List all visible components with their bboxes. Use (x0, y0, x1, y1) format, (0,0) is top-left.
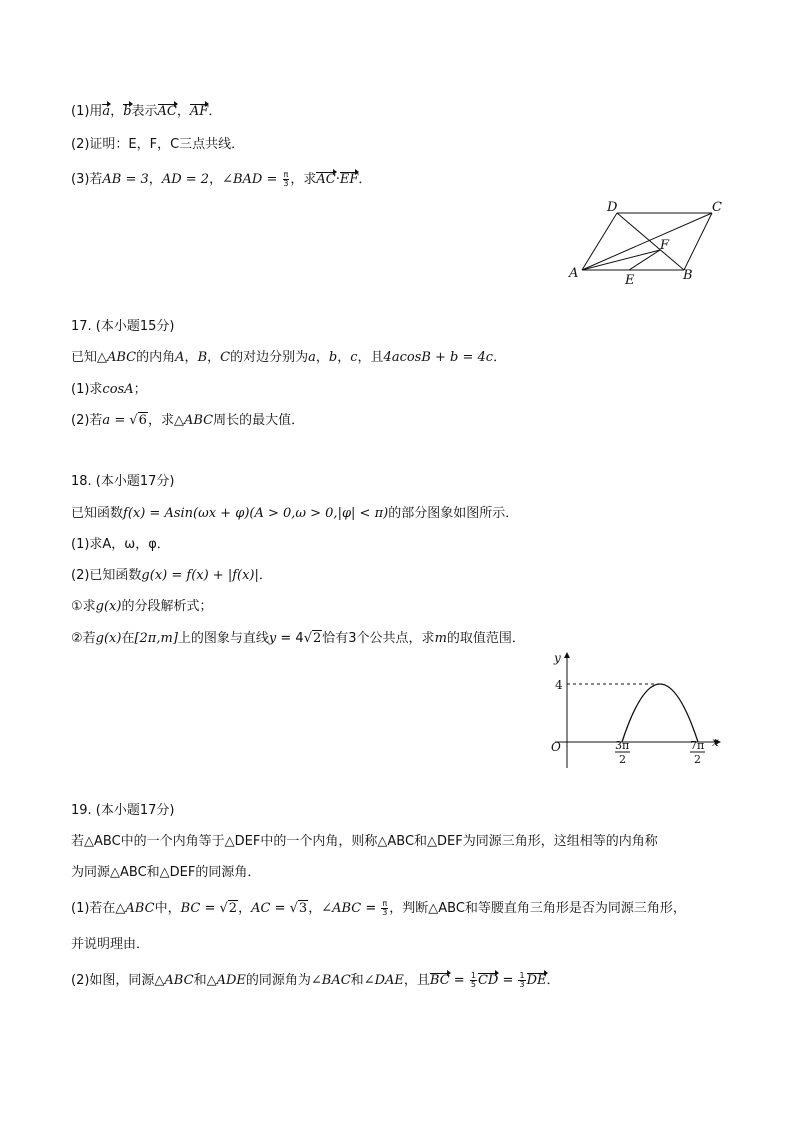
sine-graph (540, 648, 730, 773)
q19-part1: (1)若在△ABC中，BC = √2，AC = √3，∠ABC = $\frac{\pi}{3}$ ，判断△ABC和等腰直角三角形是否为同源三角形， (71, 899, 686, 917)
q17-header: 17. (本小题15分) (71, 319, 175, 334)
q17-stem: 已知△ABC的内角A，B，C的对边分别为a，b，c，且4acosB + b = 4c． (71, 350, 507, 365)
parallelogram-figure (562, 196, 732, 288)
q18-part2: (2)已知函数g(x) = f(x) + |f(x)|． (71, 568, 272, 583)
y-tick-4: 4 (555, 678, 563, 692)
q18-sub1: ①求g(x)的分段解析式； (71, 599, 213, 614)
x-tick1-num: 3π (615, 739, 630, 752)
q16-part3: (3)若AB = 3，AD = 2，∠BAD = $\frac{\pi}{3}$ ，求AC·EF． (71, 170, 372, 188)
q18-header: 18. (本小题17分) (71, 474, 175, 489)
label-C: C (712, 200, 722, 215)
origin-label: O (551, 740, 561, 754)
label-B: B (683, 268, 693, 283)
q18-part1: (1)求A，ω，φ． (71, 537, 170, 552)
q19-def-line1: 若△ABC中的一个内角等于△DEF中的一个内角，则称△ABC和△DEF为同源三角形，这组相等的内角称 (71, 834, 658, 849)
x-label: x (712, 735, 719, 749)
q16-part1: (1)用a，b表示AC，AF． (71, 104, 222, 119)
label-E: E (625, 273, 635, 288)
y-label: y (554, 651, 561, 665)
q17-part1: (1)求cosA； (71, 382, 147, 397)
q19-def-line2: 为同源△ABC和△DEF的同源角． (71, 865, 261, 880)
q18-sub2: ②若g(x)在[2π,m]上的图象与直线y = 4√2恰有3个公共点，求m的取值范围． (71, 631, 525, 646)
x-tick1-den: 2 (619, 753, 626, 766)
q18-stem: 已知函数f(x) = Asin(ωx + φ)(A > 0,ω > 0,|φ| < π)的部分图象如图所示． (71, 506, 519, 521)
label-F: F (660, 238, 670, 253)
sine-curve (622, 684, 698, 742)
x-tick2-den: 2 (694, 753, 701, 766)
x-tick2-num: 7π (690, 739, 705, 752)
q19-header: 19. (本小题17分) (71, 803, 175, 818)
q19-part2: (2)如图，同源△ABC和△ADE的同源角为∠BAC和∠DAE，且BC = $\frac{1}{5}$ CD = $\frac{1}{3}$ DE． (71, 971, 560, 989)
label-A: A (569, 266, 579, 281)
q19-part1-cont: 并说明理由． (71, 937, 150, 952)
label-D: D (607, 200, 618, 215)
q17-part2: (2)若a = √6，求△ABC周长的最大值． (71, 413, 305, 428)
q16-part2: (2)证明：E，F，C三点共线． (71, 137, 245, 152)
